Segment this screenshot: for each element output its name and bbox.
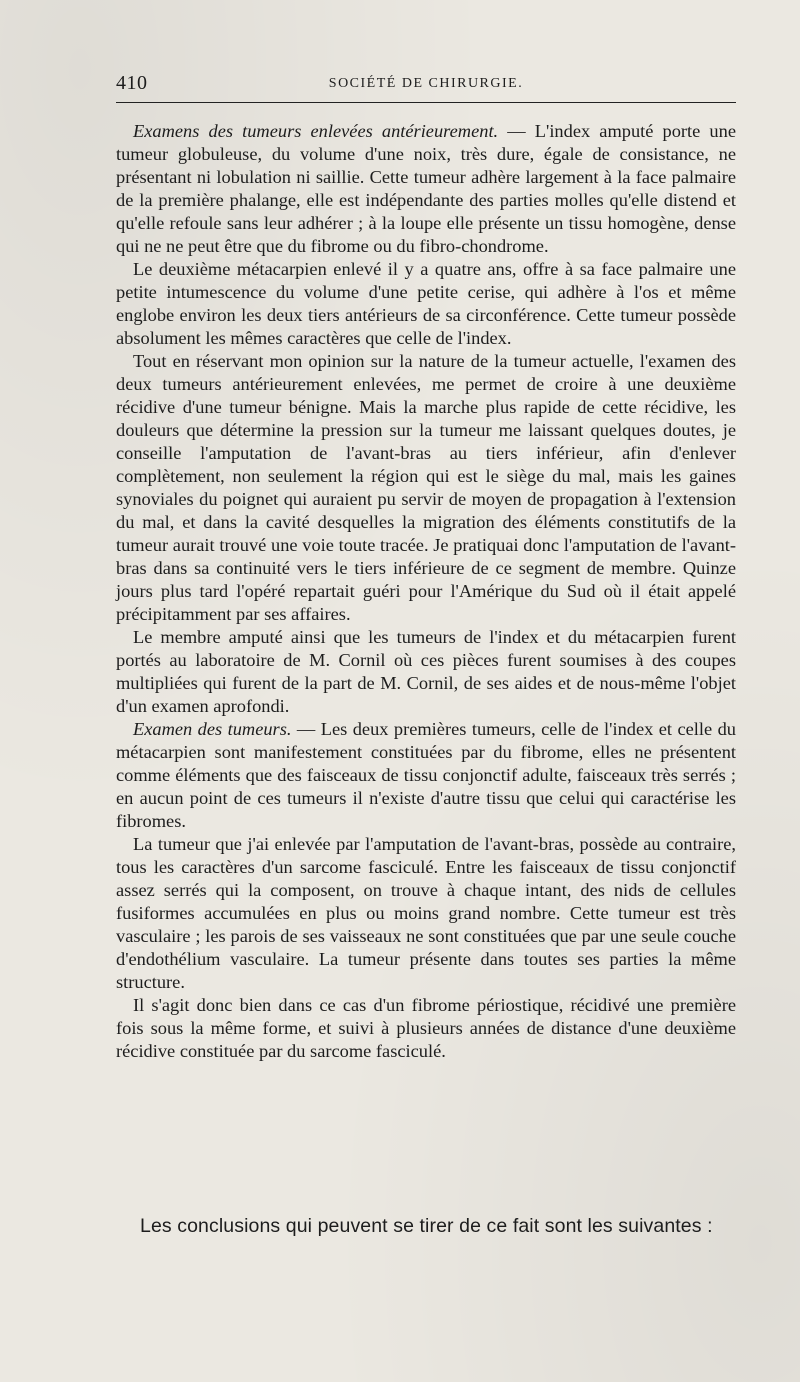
paragraph-text: La tumeur que j'ai enlevée par l'amputation de l'avant-bras, possède au contraire, tous les caractères d'un sarcome fasciculé. Entre les faisceaux de tissu conjonctif assez serrés qui la composent, on trouve à chaque intant, des nids de cellules fusiformes accumulées en plus ou moins grand nombre. Cette tumeur est très vasculaire ; les parois de ses vaisseaux ne sont constituées que par une seule couche d'endothélium vasculaire. La tumeur présente dans toutes ses parties la même structure.	[116, 834, 736, 992]
header-rule	[116, 102, 736, 103]
paragraph-text: — L'index amputé porte une tumeur globuleuse, du volume d'une noix, très dure, égale de consistance, ne présentant ni lobulation ni saillie. Cette tumeur adhère largement à la face palmaire de la première phalange, elle est indépendante des parties molles qu'elle distend et qu'elle refoule sans leur adhérer ; à la loupe elle présente un tissu homogène, dense qui ne ne peut être que du fibrome ou du fibro-chondrome.	[116, 121, 736, 256]
paragraph-text: — Les deux premières tumeurs, celle de l'index et celle du métacarpien sont manifestement constituées par du fibrome, elles ne présentent comme éléments que des faisceaux de tissu conjonctif adulte, faisceaux très serrés ; en aucun point de ces tumeurs il n'existe d'autre tissu que celui qui caractérise les fibromes.	[116, 719, 736, 831]
paragraph-lead: Examens des tumeurs enlevées antérieurement.	[133, 121, 499, 141]
paragraph	[116, 994, 736, 1063]
paragraph-lead: Examen des tumeurs.	[133, 719, 292, 739]
paragraph-text: Le membre amputé ainsi que les tumeurs de l'index et du métacarpien furent portés au laboratoire de M. Cornil où ces pièces furent soumises à des coupes multipliées qui furent de la part de M. Cornil, de ses aides et de nous-même l'objet d'un examen aprofondi.	[116, 627, 736, 716]
paragraph	[116, 350, 736, 626]
paragraph-text: Le deuxième métacarpien enlevé il y a quatre ans, offre à sa face palmaire une petite intumescence du volume d'une petite cerise, qui adhère à l'os et même englobe environ les deux tiers antérieurs de sa circonférence. Cette tumeur possède absolument les mêmes caractères que celle de l'index.	[116, 259, 736, 348]
paragraph-text: Il s'agit donc bien dans ce cas d'un fibrome périostique, récidivé une première fois sous la même forme, et suivi à plusieurs années de distance d'une deuxième récidive constituée par du sarcome fasciculé.	[116, 995, 736, 1061]
paragraph	[116, 626, 736, 718]
conclusion-line: Les conclusions qui peuvent se tirer de ce fait sont les suivantes :	[140, 1215, 713, 1237]
paragraph	[116, 833, 736, 994]
paragraph	[116, 258, 736, 350]
page-header	[116, 70, 736, 100]
paragraph	[116, 120, 736, 258]
paragraph	[116, 718, 736, 833]
body-text	[116, 120, 736, 1063]
page-number: 410	[116, 72, 148, 94]
running-title: SOCIÉTÉ DE CHIRURGIE.	[328, 76, 524, 91]
paragraph-text: Tout en réservant mon opinion sur la nature de la tumeur actuelle, l'examen des deux tumeurs antérieurement enlevées, me permet de croire à une deuxième récidive d'une tumeur bénigne. Mais la marche plus rapide de cette récidive, les douleurs que détermine la pression sur la tumeur me laissant quelques doutes, je conseille l'amputation de l'avant-bras au tiers inférieur, afin d'enlever complètement, non seulement la région qui est le siège du mal, mais les gaines synoviales du poignet qui auraient pu servir de moyen de propagation à l'extension du mal, et dans la cavité desquelles la migration des éléments constitutifs de la tumeur aurait trouvé une voie toute tracée. Je pratiquai donc l'amputation de l'avant-bras dans sa continuité vers le tiers inférieure de ce segment de membre. Quinze jours plus tard l'opéré repartait guéri pour l'Amérique du Sud où il était appelé précipitamment par ses affaires.	[116, 351, 736, 624]
